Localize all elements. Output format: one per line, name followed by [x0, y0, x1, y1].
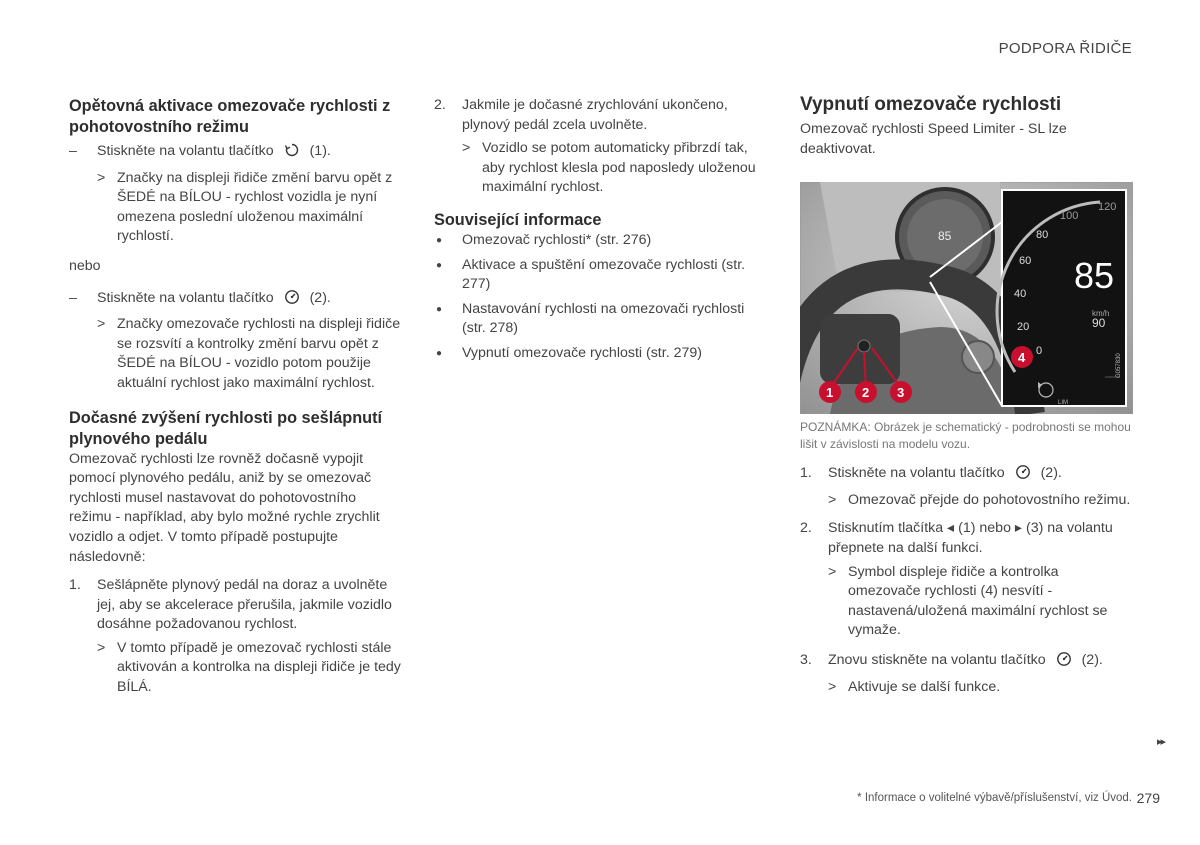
resume-arrow-icon — [284, 142, 300, 165]
instruction-text: Stiskněte na volantu tlačítko — [97, 289, 274, 306]
illustration-graphic — [800, 182, 1133, 414]
result-item — [97, 639, 402, 698]
step-number: 2. — [434, 97, 446, 113]
heading-reactivate: Opětovná aktivace omezovače rychlosti z pohotovostního režimu — [69, 97, 391, 136]
right-column — [800, 93, 1135, 697]
speed-limiter-icon — [1015, 464, 1031, 487]
step-text: Znovu stiskněte na volantu tlačítko — [828, 651, 1046, 668]
callout-number: 4 — [1018, 350, 1026, 366]
step-ref: (2). — [1081, 651, 1103, 668]
gauge-tick: 100 — [1060, 210, 1079, 223]
callout-number: 2 — [862, 385, 870, 401]
or-text: nebo — [69, 257, 101, 274]
step-number: 1. — [69, 577, 81, 594]
step-number: 3. — [800, 651, 812, 668]
heading-related-info: Související informace — [434, 210, 602, 229]
result-item — [828, 678, 1135, 698]
gauge-tick: 120 — [1098, 201, 1117, 214]
result-text: Aktivuje se další funkce. — [848, 678, 1001, 695]
numbered-step — [800, 464, 1135, 487]
result-marker: > — [97, 639, 106, 656]
related-link-text[interactable]: Aktivace a spuštění omezovače rychlosti (str. 277) — [462, 256, 746, 293]
left-column — [69, 96, 402, 698]
step-text: Jakmile je dočasné zrychlování ukončeno, plynový pedál zcela uvolněte. — [462, 97, 728, 133]
instruction-dash — [69, 142, 402, 165]
step-ref: (2). — [1040, 465, 1062, 482]
bullet-marker: ● — [436, 259, 443, 271]
instruction-text: Stiskněte na volantu tlačítko — [97, 143, 274, 159]
numbered-step — [69, 576, 402, 635]
callout-number: 1 — [826, 385, 834, 401]
numbered-step — [800, 519, 1135, 558]
step-number: 1. — [800, 465, 812, 482]
gauge-tick: 40 — [1014, 288, 1027, 301]
related-link-text[interactable]: Vypnutí omezovače rychlosti (str. 279) — [462, 344, 702, 361]
gauge-tick: 20 — [1017, 321, 1030, 334]
speed-unit: km/h — [1092, 309, 1110, 319]
related-link[interactable] — [434, 344, 764, 364]
result-text: Značky omezovače rychlosti na displeji řidiče se rozsvítí a kontrolky změní barvu opět z ŠEDÉ na BÍLOU - vozidlo potom použije aktuální rychlost jako maximální rychlost. — [117, 316, 401, 391]
bullet-marker: ● — [436, 303, 443, 315]
footnote: * Informace o volitelné výbavě/příslušenství, viz Úvod. — [857, 792, 1132, 804]
intro-paragraph: Omezovač rychlosti Speed Limiter - SL lze deaktivovat. — [800, 121, 1067, 157]
result-item — [97, 315, 402, 393]
result-marker: > — [97, 169, 106, 186]
gauge-tick: 0 — [1036, 345, 1043, 358]
result-marker: > — [828, 563, 837, 580]
result-item — [97, 169, 402, 247]
result-marker: > — [462, 140, 471, 157]
result-text: Symbol displeje řidiče a kontrolka omezovače rychlosti (4) nesvítí - nastavená/uložená maximální rychlost se vymaže. — [848, 563, 1108, 639]
middle-column — [434, 96, 764, 364]
result-marker: > — [97, 316, 106, 333]
instruction-dash — [69, 289, 402, 312]
related-link[interactable] — [434, 300, 764, 339]
result-item — [828, 491, 1135, 511]
speed-limiter-icon — [1056, 651, 1072, 674]
related-link[interactable] — [434, 256, 764, 295]
result-text: V tomto případě je omezovač rychlosti stále aktivován a kontrolka na displeji řidiče je tedy BÍLÁ. — [117, 639, 401, 696]
result-marker: > — [828, 491, 837, 508]
result-text: Omezovač přejde do pohotovostního režimu. — [848, 491, 1131, 508]
numbered-step — [434, 96, 764, 135]
heading-temporary-increase: Dočasné zvýšení rychlosti po sešlápnutí plynového pedálu — [69, 408, 383, 448]
continue-arrows-icon: ▸▸ — [1156, 736, 1164, 748]
step-text: Stiskněte na volantu tlačítko — [828, 465, 1005, 482]
figure-caption: POZNÁMKA: Obrázek je schematický - podrobnosti se mohou lišit v závislosti na modelu vozu. — [800, 420, 1131, 451]
step-number: 2. — [800, 520, 812, 537]
related-link-text[interactable]: Nastavování rychlosti na omezovači rychlosti (str. 278) — [462, 300, 745, 337]
gauge-tick: 60 — [1019, 255, 1032, 268]
related-link[interactable] — [434, 231, 764, 251]
step-text: Sešlápněte plynový pedál na doraz a uvolněte jej, aby se akcelerace přerušila, jakmile vozidlo dosáhne požadovanou rychlost. — [97, 577, 392, 633]
running-header: PODPORA ŘIDIČE — [998, 40, 1132, 57]
current-speed: 85 — [1074, 255, 1115, 297]
result-item — [828, 563, 1135, 641]
page-number: 279 — [1136, 790, 1160, 806]
bullet-marker: ● — [436, 347, 443, 359]
instruction-ref: (2). — [309, 289, 331, 306]
result-text: Značky na displeji řidiče změní barvu opět z ŠEDÉ na BÍLOU - rychlost vozidla je nyní omezena poslední uloženou maximální rychlostí. — [117, 169, 393, 245]
related-link-text[interactable]: Omezovač rychlosti* (str. 276) — [462, 231, 652, 248]
step-text: Stisknutím tlačítka ◂ (1) nebo ▸ (3) na volantu přepnete na další funkci. — [828, 520, 1113, 556]
callout-number: 3 — [897, 385, 905, 401]
result-item — [462, 139, 764, 198]
body-paragraph: Omezovač rychlosti lze rovněž dočasně vypojit pomocí plynového pedálu, aniž by se omezovač rychlosti musel nastavovat do pohotovostního režimu - například, aby bylo možné rychle zrychlit vozidlo a odjet. V tomto případě postupujte následovně: — [69, 450, 380, 565]
gauge-tick: 80 — [1036, 229, 1049, 242]
heading-deactivate: Vypnutí omezovače rychlosti — [800, 94, 1062, 115]
figure-code: G057830 — [1116, 353, 1122, 379]
steering-wheel-illustration — [800, 182, 1133, 414]
bullet-marker: ● — [436, 234, 443, 246]
small-gauge-speed: 85 — [938, 229, 952, 244]
set-speed: 90 — [1092, 316, 1106, 331]
dash-marker: – — [69, 289, 77, 306]
instruction-ref: (1). — [309, 143, 331, 159]
result-marker: > — [828, 678, 837, 695]
dash-marker: – — [69, 143, 77, 159]
result-text: Vozidlo se potom automaticky přibrzdí tak, aby rychlost klesla pod naposledy uloženou maximální rychlost. — [482, 140, 756, 196]
lim-label: LIM — [1058, 400, 1069, 407]
speed-limiter-icon — [284, 289, 300, 312]
numbered-step — [800, 651, 1135, 674]
